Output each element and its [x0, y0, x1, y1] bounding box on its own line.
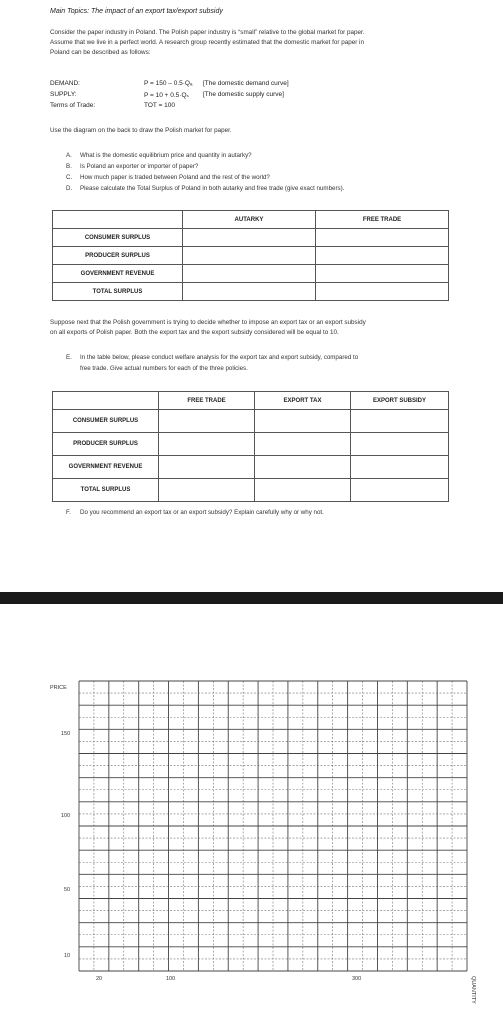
question-list-1 — [66, 150, 344, 194]
question-text: Do you recommend an export tax or an export subsidy? Explain carefully why or why not. — [80, 509, 324, 516]
demand-equation: P = 150 – 0.5·Qₐ — [144, 80, 193, 87]
policy-line: Suppose next that the Polish government is trying to decide whether to impose an export tax or an export subsidy — [50, 319, 366, 326]
question-letter: A. — [66, 152, 72, 159]
question-item — [66, 150, 344, 161]
page-divider — [0, 592, 503, 604]
supply-equation: P = 10 + 0.5·Qₛ — [144, 92, 189, 99]
question-item — [66, 172, 344, 183]
answer-cell[interactable] — [351, 479, 449, 502]
answer-cell[interactable] — [159, 433, 255, 456]
x-axis-label: QUANTITY — [470, 976, 476, 1004]
answer-cell[interactable] — [183, 247, 316, 265]
answer-cell[interactable] — [351, 433, 449, 456]
tot-label: Terms of Trade: — [50, 102, 96, 109]
y-tick-label: 50 — [64, 887, 71, 893]
row-label: GOVERNMENT REVENUE — [53, 456, 159, 479]
question-letter: C. — [66, 174, 73, 181]
answer-cell[interactable] — [316, 229, 449, 247]
welfare-table-autarky — [52, 210, 449, 301]
table-row — [53, 247, 449, 265]
table-header-cell: AUTARKY — [183, 211, 316, 229]
table-header-cell: FREE TRADE — [159, 392, 255, 410]
x-tick-label: 100 — [166, 976, 176, 982]
table-header-cell: EXPORT SUBSIDY — [351, 392, 449, 410]
question-letter: E. — [66, 354, 72, 361]
x-tick-label: 20 — [96, 976, 103, 982]
row-label: PRODUCER SURPLUS — [53, 433, 159, 456]
answer-cell[interactable] — [255, 433, 351, 456]
question-e — [66, 352, 446, 374]
supply-label: SUPPLY: — [50, 91, 77, 98]
question-text: What is the domestic equilibrium price and quantity in autarky? — [80, 152, 252, 159]
demand-label: DEMAND: — [50, 80, 80, 87]
policy-line: on all exports of Polish paper. Both the export tax and the export subsidy considered will be equal to 10. — [50, 329, 339, 336]
question-item — [66, 183, 344, 194]
answer-cell[interactable] — [183, 283, 316, 301]
answer-cell[interactable] — [351, 456, 449, 479]
question-text: Is Poland an exporter or importer of paper? — [80, 163, 199, 170]
question-letter: B. — [66, 163, 72, 170]
table-row — [53, 479, 449, 502]
answer-cell[interactable] — [316, 247, 449, 265]
answer-cell[interactable] — [255, 479, 351, 502]
answer-cell[interactable] — [316, 265, 449, 283]
table-row — [53, 283, 449, 301]
answer-cell[interactable] — [159, 456, 255, 479]
y-axis-label: PRICE — [50, 685, 67, 691]
question-text: How much paper is traded between Poland and the rest of the world? — [80, 174, 270, 181]
intro-line: Assume that we live in a perfect world. A research group recently estimated that the domestic market for paper in — [50, 39, 364, 46]
table-row — [53, 265, 449, 283]
table-header-cell: FREE TRADE — [316, 211, 449, 229]
welfare-table-policies — [52, 391, 449, 502]
y-tick-label: 100 — [61, 813, 71, 819]
policy-paragraph — [50, 318, 460, 338]
y-tick-label: 10 — [64, 953, 71, 959]
y-tick-label: 150 — [61, 731, 71, 737]
row-label: GOVERNMENT REVENUE — [53, 265, 183, 283]
row-label: PRODUCER SURPLUS — [53, 247, 183, 265]
intro-paragraph — [50, 28, 460, 58]
question-text: free trade. Give actual numbers for each of the three policies. — [80, 365, 248, 372]
question-f — [66, 509, 324, 516]
x-tick-label: 300 — [352, 976, 362, 982]
supply-note: [The domestic supply curve] — [203, 91, 284, 98]
row-label: CONSUMER SURPLUS — [53, 410, 159, 433]
table-header-cell — [53, 392, 159, 410]
answer-cell[interactable] — [255, 410, 351, 433]
demand-note: [The domestic demand curve] — [203, 80, 289, 87]
table-header-cell — [53, 211, 183, 229]
answer-cell[interactable] — [316, 283, 449, 301]
table-header-row — [53, 211, 449, 229]
diagram-instruction: Use the diagram on the back to draw the Polish market for paper. — [50, 127, 232, 134]
question-item — [66, 161, 344, 172]
row-label: CONSUMER SURPLUS — [53, 229, 183, 247]
answer-cell[interactable] — [255, 456, 351, 479]
answer-cell[interactable] — [159, 479, 255, 502]
graph-grid[interactable] — [78, 680, 468, 972]
table-row — [53, 433, 449, 456]
tot-equation: TOT = 100 — [144, 102, 176, 109]
question-letter: D. — [66, 185, 73, 192]
page-title: Main Topics: The impact of an export tax/export subsidy — [50, 8, 223, 15]
row-label: TOTAL SURPLUS — [53, 283, 183, 301]
question-text: Please calculate the Total Surplus of Poland in both autarky and free trade (give exact numbers). — [80, 185, 345, 192]
intro-line: Poland can be described as follows: — [50, 49, 151, 56]
row-label: TOTAL SURPLUS — [53, 479, 159, 502]
table-header-cell: EXPORT TAX — [255, 392, 351, 410]
answer-cell[interactable] — [183, 229, 316, 247]
intro-line: Consider the paper industry in Poland. The Polish paper industry is “small” relative to the global market for paper. — [50, 29, 365, 36]
question-text: In the table below, please conduct welfare analysis for the export tax and export subsidy, compared to — [80, 354, 359, 361]
table-row — [53, 410, 449, 433]
table-row — [53, 229, 449, 247]
answer-cell[interactable] — [351, 410, 449, 433]
table-row — [53, 456, 449, 479]
table-header-row — [53, 392, 449, 410]
question-letter: F. — [66, 509, 71, 516]
answer-cell[interactable] — [183, 265, 316, 283]
answer-cell[interactable] — [159, 410, 255, 433]
